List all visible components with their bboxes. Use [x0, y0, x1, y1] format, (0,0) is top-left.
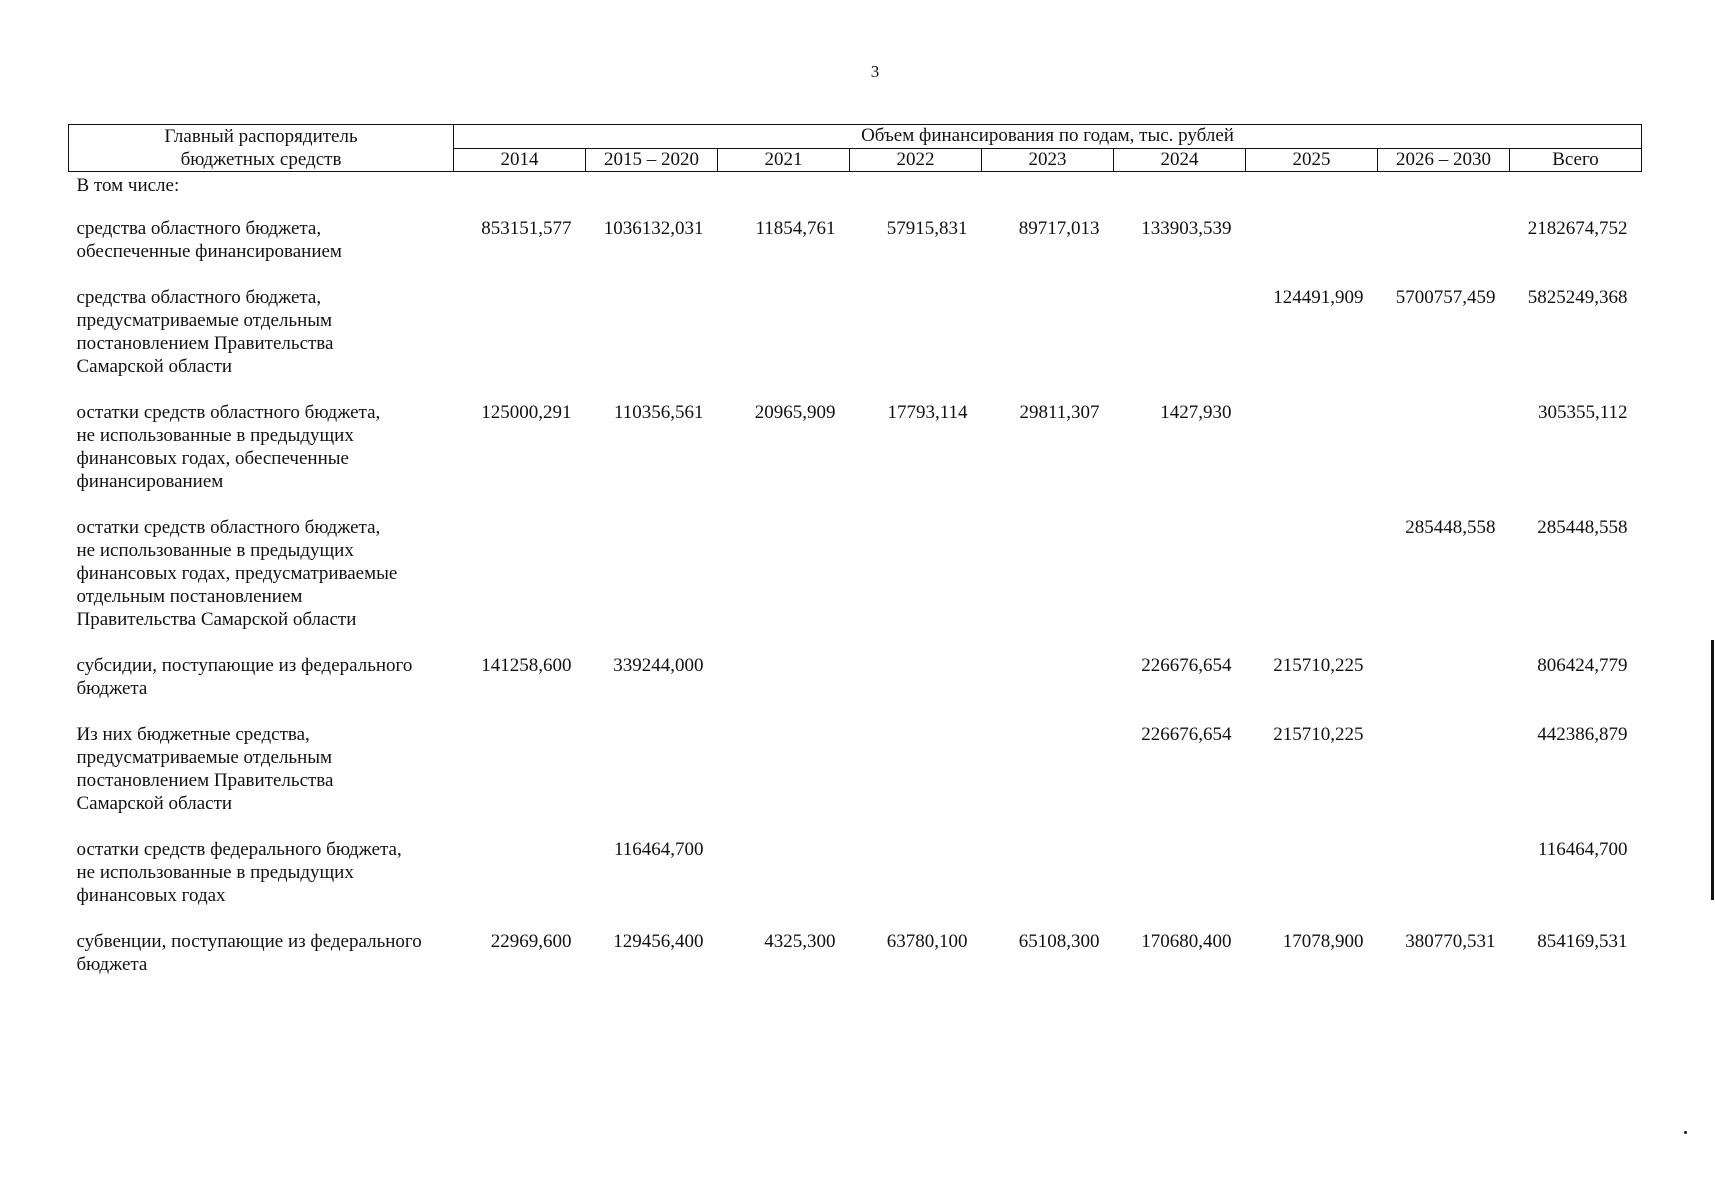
column-header: 2015 – 2020: [586, 148, 718, 172]
row-label-line: предусматриваемые отдельным: [76, 310, 333, 331]
value-cell: 125000,291: [481, 402, 572, 423]
value-cell: 57915,831: [886, 218, 968, 239]
distributor-header-line: Главный распорядитель: [164, 126, 358, 147]
page-number: 3: [870, 62, 880, 81]
value-cell: [1114, 286, 1246, 401]
value-cell: [1378, 654, 1510, 723]
row-label-line: не использованные в предыдущих: [76, 425, 354, 446]
value-cell: [586, 723, 718, 838]
row-label-line: Самарской области: [76, 356, 233, 377]
value-cell: 305355,112: [1537, 402, 1628, 423]
value-cell: [1378, 723, 1510, 838]
value-cell: [850, 654, 982, 723]
value-cell: [1246, 516, 1378, 654]
column-header: 2024: [1114, 148, 1246, 172]
row-label: [69, 401, 454, 516]
value-cell: 116464,700: [1537, 839, 1628, 860]
value-cell: 1036132,031: [603, 218, 704, 239]
table-header: [69, 125, 1642, 172]
value-cell: [1378, 838, 1510, 930]
volume-caption: Объем финансирования по годам, тыс. рублей: [454, 125, 1642, 149]
row-label-line: постановлением Правительства: [76, 333, 334, 354]
row-label-line: остатки средств областного бюджета,: [76, 402, 381, 423]
row-label-line: предусматриваемые отдельным: [76, 747, 333, 768]
row-label: [69, 723, 454, 838]
value-cell: [718, 286, 850, 401]
value-cell: [850, 838, 982, 930]
value-cell: [454, 286, 586, 401]
value-cell: [718, 838, 850, 930]
value-cell: [718, 654, 850, 723]
row-label: [69, 516, 454, 654]
value-cell: [1114, 838, 1246, 930]
value-cell: 133903,539: [1141, 218, 1232, 239]
row-label-line: остатки средств федерального бюджета,: [76, 839, 402, 860]
value-cell: 380770,531: [1405, 931, 1496, 952]
table-body: [69, 172, 1642, 1000]
value-cell: [1246, 838, 1378, 930]
value-cell: [850, 516, 982, 654]
row-label-line: финансовых годах, предусматриваемые: [76, 563, 398, 584]
row-label-line: финансовых годах, обеспеченные: [76, 448, 349, 469]
row-label-line: Самарской области: [76, 793, 233, 814]
value-cell: [586, 516, 718, 654]
row-label: [69, 838, 454, 930]
value-cell: 226676,654: [1141, 655, 1232, 676]
value-cell: 285448,558: [1537, 517, 1628, 538]
value-cell: [454, 516, 586, 654]
value-cell: 442386,879: [1537, 724, 1628, 745]
row-label: [69, 930, 454, 999]
table-row: [69, 930, 1642, 999]
section-label: В том числе:: [76, 175, 180, 196]
value-cell: 215710,225: [1273, 724, 1364, 745]
value-cell: [718, 723, 850, 838]
value-cell: [850, 723, 982, 838]
table-row: [69, 838, 1642, 930]
value-cell: 17793,114: [887, 402, 968, 423]
row-label-line: средства областного бюджета,: [76, 218, 322, 239]
value-cell: 2182674,752: [1527, 218, 1628, 239]
value-cell: [454, 723, 586, 838]
value-cell: 65108,300: [1018, 931, 1100, 952]
value-cell: 22969,600: [490, 931, 572, 952]
value-cell: [850, 286, 982, 401]
value-cell: 854169,531: [1537, 931, 1628, 952]
table-row: [69, 217, 1642, 286]
value-cell: 29811,307: [1019, 402, 1100, 423]
row-label-line: финансированием: [76, 471, 224, 492]
column-header: 2026 – 2030: [1378, 148, 1510, 172]
value-cell: 141258,600: [481, 655, 572, 676]
table-row: [69, 654, 1642, 723]
value-cell: 170680,400: [1141, 931, 1232, 952]
value-cell: 110356,561: [613, 402, 704, 423]
value-cell: [982, 838, 1114, 930]
value-cell: [1246, 217, 1378, 286]
financing-table: [68, 124, 1642, 999]
distributor-header: [69, 125, 454, 172]
value-cell: [454, 838, 586, 930]
scan-edge-mark: [1711, 640, 1714, 900]
row-label-line: Правительства Самарской области: [76, 609, 357, 630]
value-cell: 89717,013: [1018, 218, 1100, 239]
value-cell: 5825249,368: [1527, 287, 1628, 308]
row-label-line: не использованные в предыдущих: [76, 540, 354, 561]
value-cell: 806424,779: [1537, 655, 1628, 676]
table-row: [69, 401, 1642, 516]
row-label: [69, 654, 454, 723]
value-cell: 215710,225: [1273, 655, 1364, 676]
row-label-line: постановлением Правительства: [76, 770, 334, 791]
row-label-line: не использованные в предыдущих: [76, 862, 354, 883]
value-cell: 1427,930: [1160, 402, 1232, 423]
row-label-line: субсидии, поступающие из федерального: [76, 655, 413, 676]
table-row: [69, 723, 1642, 838]
row-label: [69, 286, 454, 401]
distributor-header-line: бюджетных средств: [180, 149, 342, 170]
value-cell: 853151,577: [481, 218, 572, 239]
value-cell: [982, 286, 1114, 401]
row-label-line: остатки средств областного бюджета,: [76, 517, 381, 538]
value-cell: [1378, 401, 1510, 516]
value-cell: 116464,700: [613, 839, 704, 860]
value-cell: 124491,909: [1273, 287, 1364, 308]
value-cell: [1246, 401, 1378, 516]
column-header: Всего: [1510, 148, 1642, 172]
row-label-line: бюджета: [76, 954, 148, 975]
value-cell: 285448,558: [1405, 517, 1496, 538]
column-header: 2014: [454, 148, 586, 172]
value-cell: 5700757,459: [1395, 287, 1496, 308]
table-row: [69, 516, 1642, 654]
value-cell: 20965,909: [754, 402, 836, 423]
value-cell: [982, 723, 1114, 838]
value-cell: 17078,900: [1282, 931, 1364, 952]
value-cell: 4325,300: [764, 931, 836, 952]
value-cell: 129456,400: [613, 931, 704, 952]
value-cell: 63780,100: [886, 931, 968, 952]
value-cell: 339244,000: [613, 655, 704, 676]
row-label-line: финансовых годах: [76, 885, 226, 906]
row-label-line: отдельным постановлением: [76, 586, 303, 607]
value-cell: [1114, 516, 1246, 654]
column-header: 2021: [718, 148, 850, 172]
row-label: [69, 217, 454, 286]
table-row: [69, 286, 1642, 401]
column-header: 2023: [982, 148, 1114, 172]
value-cell: 11854,761: [755, 218, 836, 239]
column-header: 2022: [850, 148, 982, 172]
value-cell: [1378, 217, 1510, 286]
value-cell: [982, 654, 1114, 723]
row-label-line: Из них бюджетные средства,: [76, 724, 310, 745]
section-row: [69, 172, 1642, 218]
value-cell: [586, 286, 718, 401]
scan-dot: [1684, 1131, 1687, 1134]
value-cell: [982, 516, 1114, 654]
column-header: 2025: [1246, 148, 1378, 172]
row-label-line: бюджета: [76, 678, 148, 699]
value-cell: 226676,654: [1141, 724, 1232, 745]
row-label-line: субвенции, поступающие из федерального: [76, 931, 422, 952]
value-cell: [718, 516, 850, 654]
row-label-line: средства областного бюджета,: [76, 287, 322, 308]
row-label-line: обеспеченные финансированием: [76, 241, 342, 262]
